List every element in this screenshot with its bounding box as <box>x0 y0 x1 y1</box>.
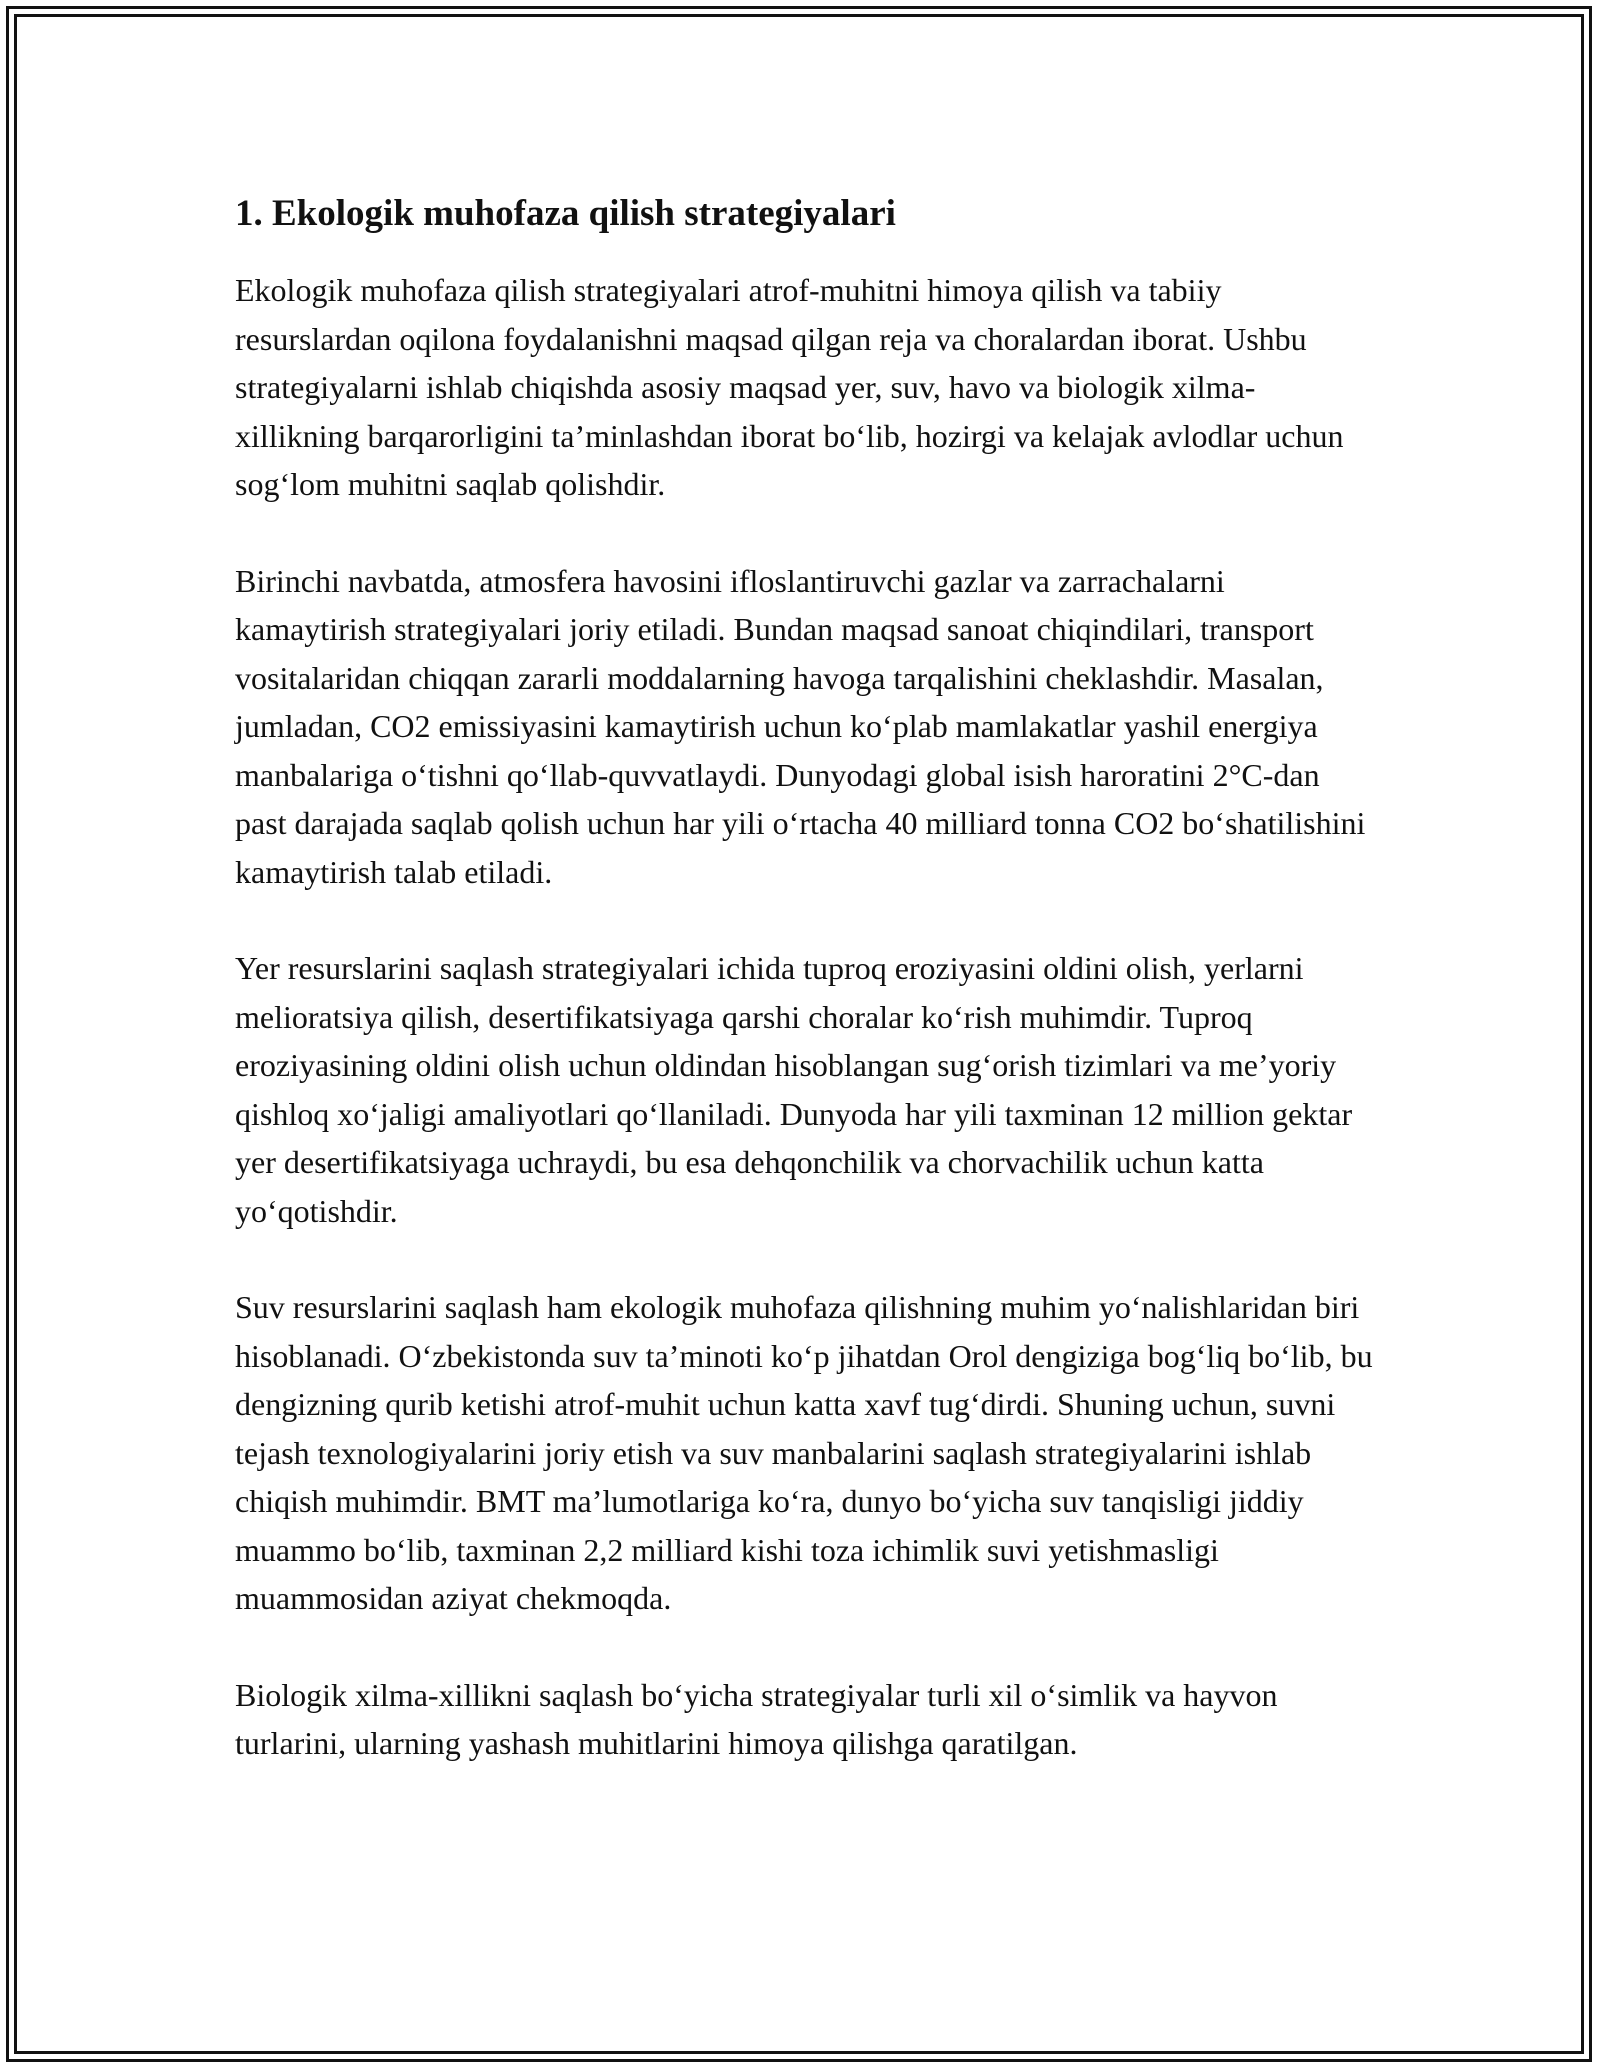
document-body <box>235 190 1375 1816</box>
section-title: 1. Ekologik muhofaza qilish strategiyalari <box>235 193 896 234</box>
paragraph-water: Suv resurslarini saqlash ham ekologik muhofaza qilishning muhim yo‘nalishlaridan biri hisoblanadi. O‘zbekistonda suv ta’minoti ko‘p jihatdan Orol dengiziga bog‘liq bo‘lib, bu dengizning qurib ketishi atrof-muhit uchun katta xavf tug‘dirdi. Shuning uchun, suvni tejash texnologiyalarini joriy etish va suv manbalarini saqlash strategiyalarini ishlab chiqish muhimdir. BMT ma’lumotlariga ko‘ra, dunyo bo‘yicha suv tanqisligi jiddiy muammo bo‘lib, taxminan 2,2 milliard kishi toza ichimlik suvi yetishmasligi muammosidan aziyat chekmoqda. <box>235 1289 1373 1616</box>
paragraph-land: Yer resurslarini saqlash strategiyalari ichida tuproq eroziyasini oldini olish, yerlarni melioratsiya qilish, desertifikatsiyaga qarshi choralar ko‘rish muhimdir. Tuproq eroziyasining oldini olish uchun oldindan hisoblangan sug‘orish tizimlari va me’yoriy qishloq xo‘jaligi amaliyotlari qo‘llaniladi. Dunyoda har yili taxminan 12 million gektar yer desertifikatsiyaga uchraydi, bu esa dehqonchilik va chorvachilik uchun katta yo‘qotishdir. <box>235 950 1353 1229</box>
paragraph-intro: Ekologik muhofaza qilish strategiyalari atrof-muhitni himoya qilish va tabiiy resurslardan oqilona foydalanishni maqsad qilgan reja va choralardan iborat. Ushbu strategiyalarni ishlab chiqishda asosiy maqsad yer, suv, havo va biologik xilma-xillikning barqarorligini ta’minlashdan iborat bo‘lib, hozirgi va kelajak avlodlar uchun sog‘lom muhitni saqlab qolishdir. <box>235 272 1344 502</box>
paragraph-air: Birinchi navbatda, atmosfera havosini ifloslantiruvchi gazlar va zarrachalarni kamaytirish strategiyalari joriy etiladi. Bundan maqsad sanoat chiqindilari, transport vositalaridan chiqqan zararli moddalarning havoga tarqalishini cheklashdir. Masalan, jumladan, CO2 emissiyasini kamaytirish uchun ko‘plab mamlakatlar yashil energiya manbalariga o‘tishni qo‘llab-quvvatlaydi. Dunyodagi global isish haroratini 2°C-dan past darajada saqlab qolish uchun har yili o‘rtacha 40 milliard tonna CO2 bo‘shatilishini kamaytirish talab etiladi. <box>235 562 1366 890</box>
paragraph-biodiversity: Biologik xilma-xillikni saqlash bo‘yicha strategiyalar turli xil o‘simlik va hayvon turlarini, ularning yashash muhitlarini himoya qilishga qaratilgan. <box>235 1676 1278 1761</box>
